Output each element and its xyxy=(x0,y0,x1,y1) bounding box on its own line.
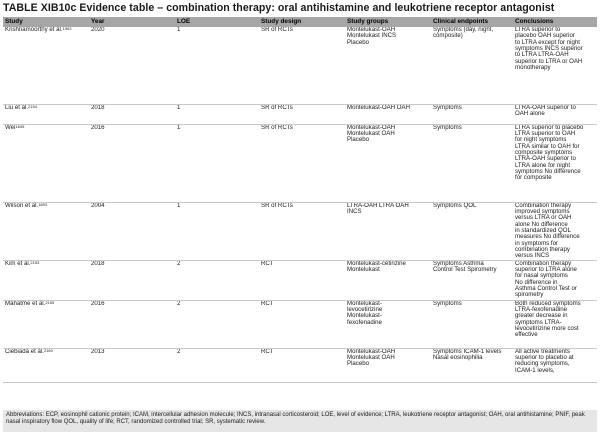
header-study-design: Study design xyxy=(259,17,345,27)
header-clinical-endpoints: Clinical endpoints xyxy=(431,17,513,27)
conclusions-cell: LTRA superior to placebo LTRA superior to OAH for night symptoms LTRA similar to OAH for composite symptoms LTRA-OAH superior to LTRA alone for night symptoms No difference for composite xyxy=(515,124,584,182)
table-row xyxy=(3,260,597,300)
endpoints-cell: Symptoms QOL xyxy=(433,202,477,209)
study-ref: 2155 xyxy=(45,300,55,305)
study-ref: 1695 xyxy=(15,124,25,129)
loe-cell: 1 xyxy=(177,202,181,209)
conclusions-cell: Both reduced symptoms LTRA-fexofenadine greater decrease in symptoms LTRA- levocetirizine more cost effective xyxy=(515,300,581,339)
study-ref: 1893 xyxy=(38,202,48,207)
conclusions-cell: All active treatments superior to placebo at reducing symptoms, ICAM-1 levels, xyxy=(515,348,574,374)
loe-cell: 1 xyxy=(177,124,181,131)
study-author: Mahatme et al. xyxy=(5,300,46,307)
year-cell: 2018 xyxy=(91,260,105,267)
design-cell: RCT xyxy=(261,260,274,267)
header-loe: LOE xyxy=(175,17,259,27)
year-cell: 2013 xyxy=(91,348,105,355)
conclusions-cell: Combination therapy improved symptoms versus LTRA or OAH alone No difference in standardized QOL measures No difference in symptoms for combination therapy versus INCS xyxy=(515,202,580,260)
header-year: Year xyxy=(89,17,175,27)
study-ref: 1963 xyxy=(62,27,72,31)
endpoints-cell: Symptoms xyxy=(433,104,462,111)
study-author: Wilson et al. xyxy=(5,202,39,209)
groups-cell: Montelukast-cetirizine Montelukast xyxy=(347,260,406,273)
study-cell xyxy=(3,104,89,124)
groups-cell: LTRA-OAH LTRA OAH INCS xyxy=(347,202,409,215)
groups-cell: Montelukast-OAH Montelukast OAH Placebo xyxy=(347,124,396,144)
endpoints-cell: Symptoms Asthma Control Test Spirometry xyxy=(433,260,497,273)
header-study: Study xyxy=(3,17,89,27)
endpoints-cell: Symptoms (day, night, composite) xyxy=(433,27,494,40)
design-cell: SR of RCTs xyxy=(261,104,293,111)
table-row xyxy=(3,27,597,104)
conclusions-cell: Combination therapy superior to LTRA alone for nasal symptoms No difference in Asthma Control Test or spirometry xyxy=(515,260,577,299)
conclusions-cell: LTRA-OAH superior to OAH alone xyxy=(515,104,576,117)
year-cell: 2016 xyxy=(91,300,105,307)
loe-cell: 1 xyxy=(177,27,181,33)
study-cell xyxy=(3,348,89,382)
table-row xyxy=(3,348,597,382)
conclusions-cell: LTRA superior to placebo OAH superior to LTRA except for night symptoms INCS superior to LTRA LTRA-OAH superior to LTRA or OAH monotherapy xyxy=(515,27,583,72)
design-cell: SR of RCTs xyxy=(261,202,293,209)
table-row xyxy=(3,202,597,260)
study-cell xyxy=(3,300,89,348)
loe-cell: 1 xyxy=(177,104,181,111)
endpoints-cell: Symptoms xyxy=(433,300,462,307)
endpoints-cell: Symptoms xyxy=(433,124,462,131)
header-conclusions: Conclusions xyxy=(513,17,597,27)
abbreviations-footnote: Abbreviations: ECP, eosinophil cationic protein; ICAM, intercellular adhesion molecule; INCS, intranasal corticosteroid; LOE, level of evidence; LTRA, leukotriene receptor antagonist; OAH, oral antihistamine; PNIF, peak nasal inspiratory flow QOL, quality of life; RCT, randomized controlled trial; SR, systematic review. xyxy=(3,410,597,432)
evidence-table xyxy=(3,17,597,383)
study-author: Krishnamoorthy et al. xyxy=(5,27,63,33)
study-ref: 2160 xyxy=(43,348,53,353)
endpoints-cell: Symptoms ICAM-1 levels Nasal eosinophilia xyxy=(433,348,502,361)
year-cell: 2004 xyxy=(91,202,105,209)
design-cell: RCT xyxy=(261,300,274,307)
study-cell xyxy=(3,124,89,202)
groups-cell: Montelukast- levocetirizine Montelukast- fexofenadine xyxy=(347,300,383,326)
header-study-groups: Study groups xyxy=(345,17,431,27)
study-author: Wei xyxy=(5,124,16,131)
design-cell: SR of RCTs xyxy=(261,124,293,131)
study-ref: 2153 xyxy=(30,260,40,265)
study-author: Kim et al. xyxy=(5,260,31,267)
study-cell xyxy=(3,260,89,300)
year-cell: 2018 xyxy=(91,104,105,111)
study-author: Ciebiada et al. xyxy=(5,348,44,355)
table-row xyxy=(3,104,597,124)
table-header-row xyxy=(3,17,597,27)
loe-cell: 2 xyxy=(177,260,181,267)
study-ref: 2154 xyxy=(28,104,37,109)
groups-cell: Montelukast-OAH Montelukast INCS Placebo xyxy=(347,27,397,46)
design-cell: RCT xyxy=(261,348,274,355)
year-cell: 2016 xyxy=(91,124,105,131)
table-title: TABLE XIB10c Evidence table – combination therapy: oral antihistamine and leukotriene receptor antagonist xyxy=(3,2,555,14)
study-cell xyxy=(3,202,89,260)
study-cell xyxy=(3,27,89,104)
study-author: Liu et al. xyxy=(5,104,29,111)
groups-cell: Montelukast-OAH Montelukast OAH Placebo xyxy=(347,348,396,368)
design-cell: SR of RCTs xyxy=(261,27,293,33)
loe-cell: 2 xyxy=(177,300,181,307)
loe-cell: 2 xyxy=(177,348,181,355)
table-row xyxy=(3,300,597,348)
groups-cell: Montelukast-OAH OAH xyxy=(347,104,410,111)
table-row xyxy=(3,124,597,202)
year-cell: 2020 xyxy=(91,27,105,33)
